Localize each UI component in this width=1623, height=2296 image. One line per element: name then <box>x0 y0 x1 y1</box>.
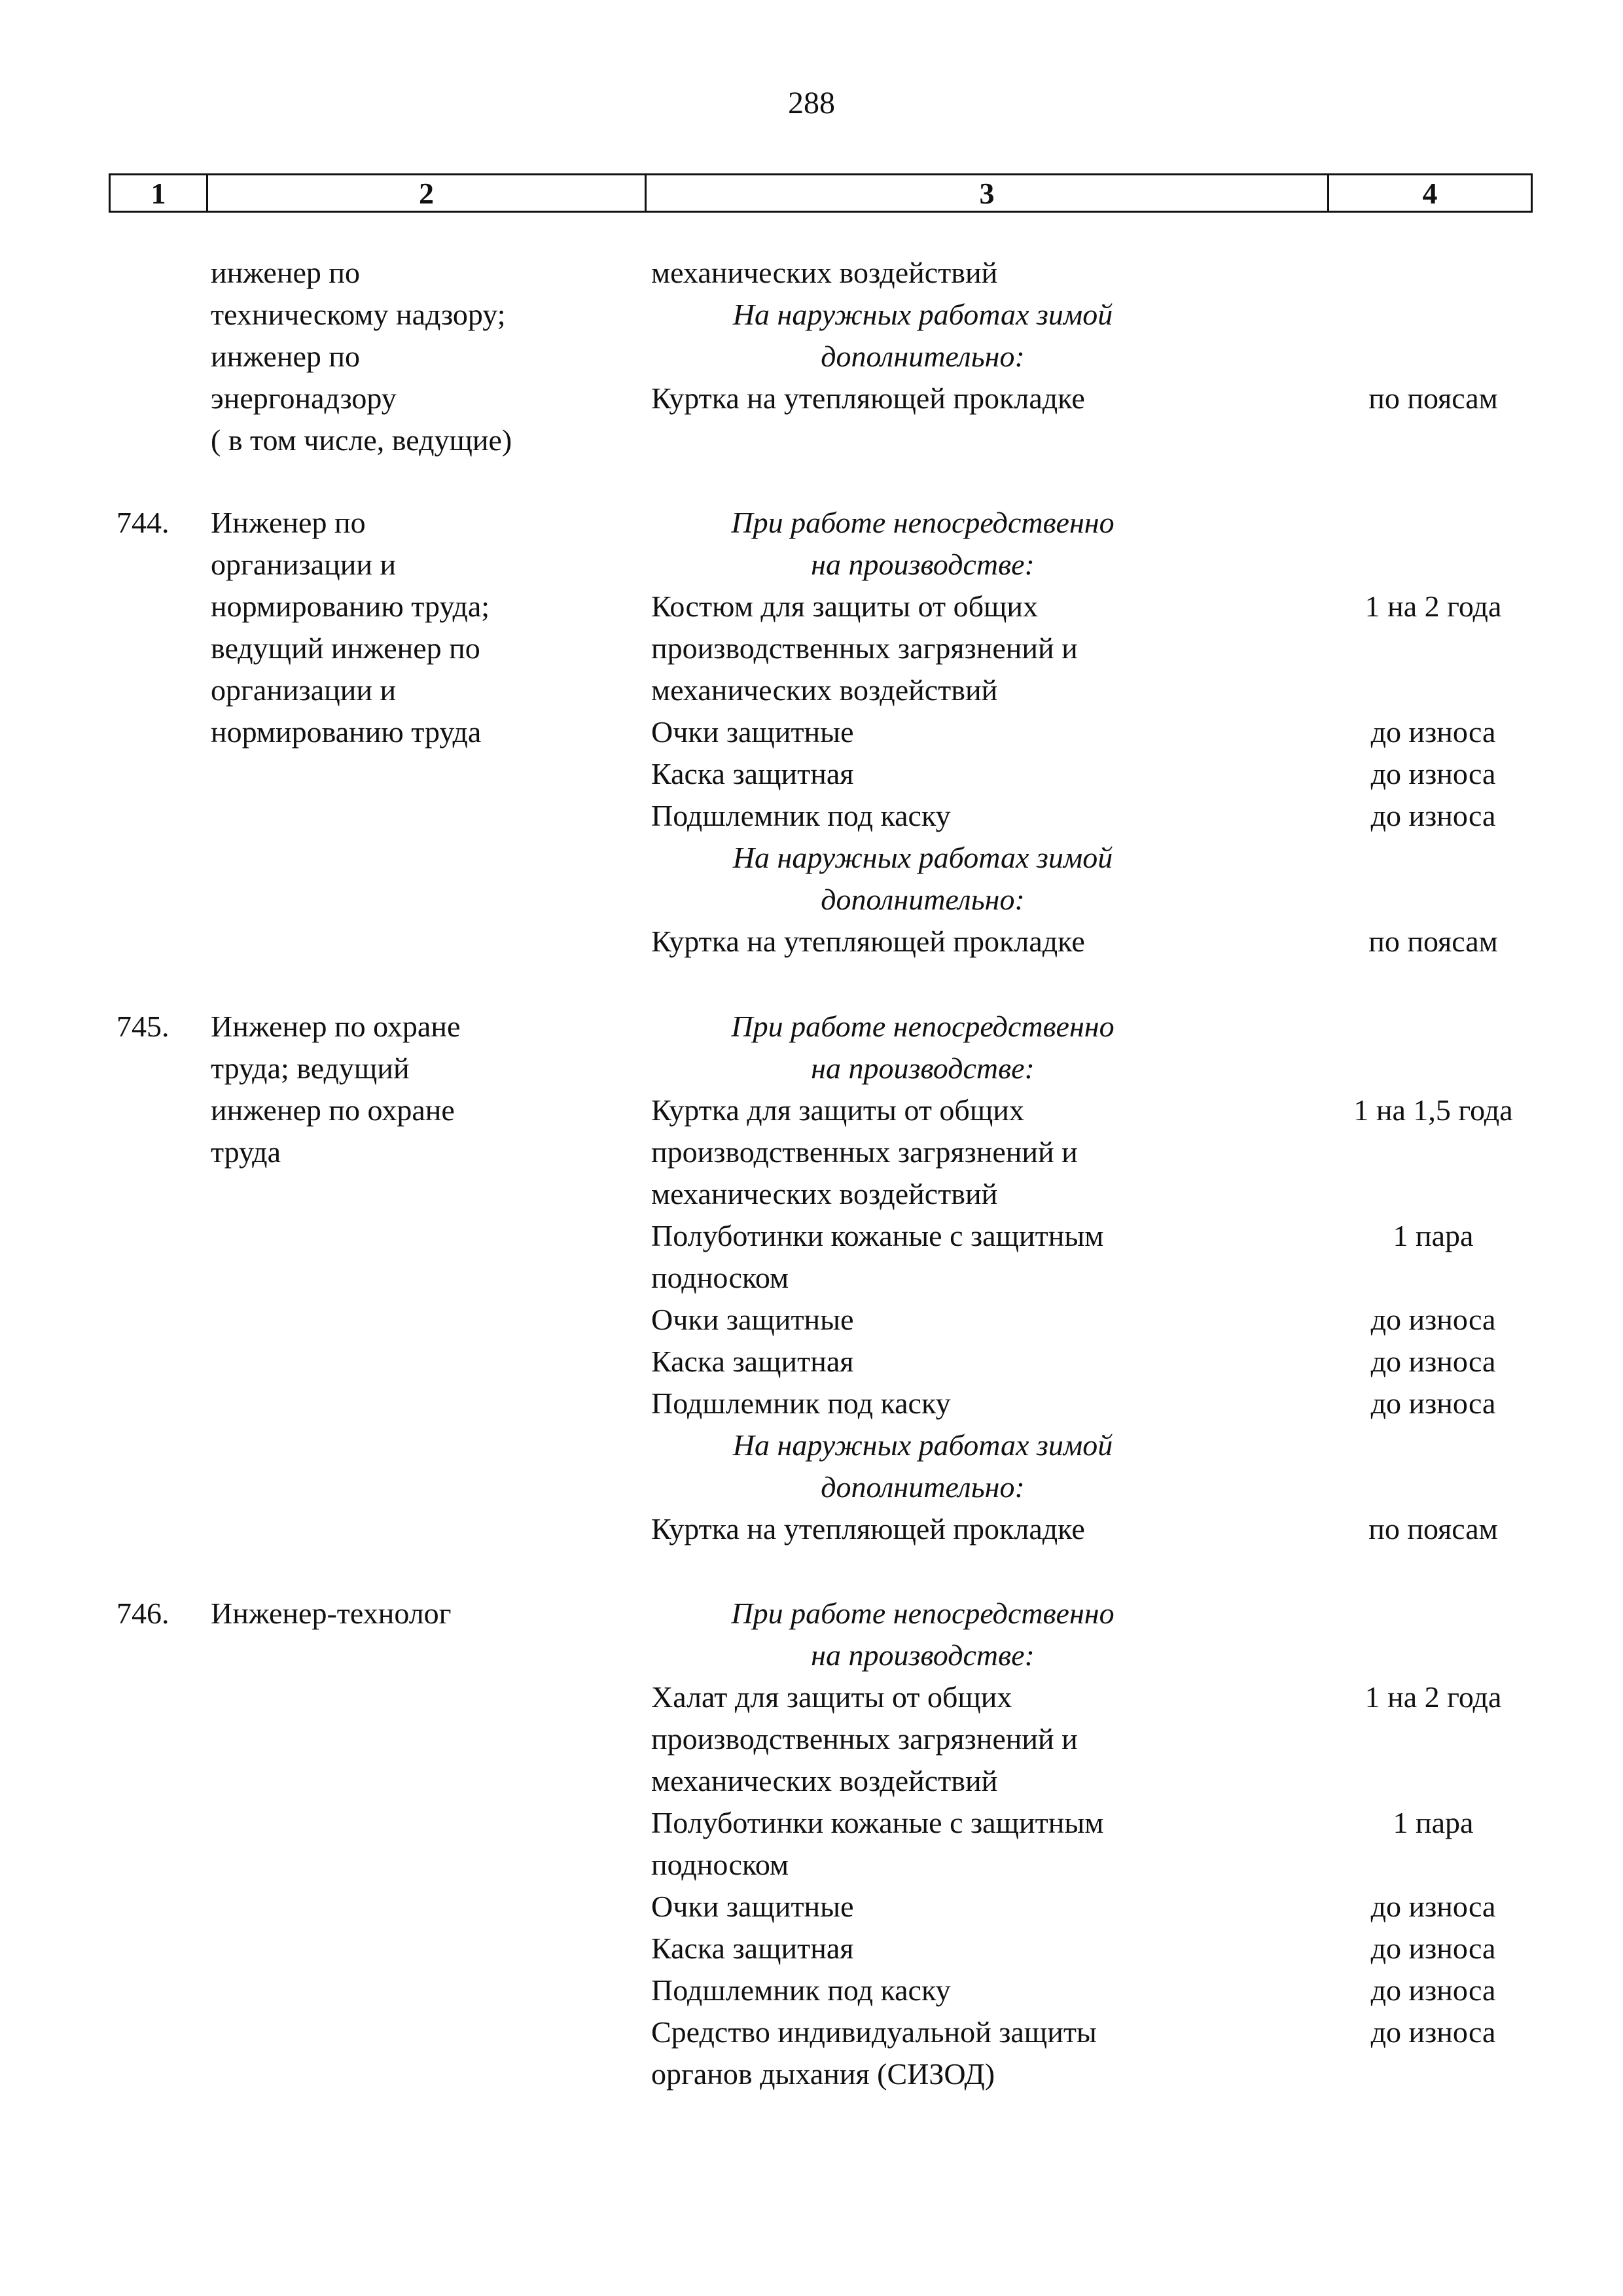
ppe-list <box>0 1593 1623 2095</box>
condition-text: На наружных работах зимой <box>732 1428 1113 1462</box>
condition-line <box>0 294 1623 336</box>
condition-line <box>0 1593 1623 1634</box>
condition-line <box>0 1006 1623 1048</box>
ppe-item-name: Куртка на утепляющей прокладке <box>651 925 1085 958</box>
ppe-item <box>0 1173 1623 1215</box>
ppe-item <box>0 2011 1623 2053</box>
ppe-item <box>0 1844 1623 1886</box>
condition-line <box>0 336 1623 378</box>
ppe-item <box>0 1299 1623 1341</box>
ppe-item <box>0 1718 1623 1760</box>
row-number: 744. <box>116 506 169 539</box>
ppe-item-name: Очки защитные <box>651 1890 854 1923</box>
wear-norm: 1 на 1,5 года <box>1353 1093 1513 1127</box>
wear-norm: до износа <box>1370 1345 1496 1378</box>
condition-text: При работе непосредственно <box>731 1597 1115 1630</box>
ppe-item-name: Куртка на утепляющей прокладке <box>651 381 1085 415</box>
position-line: ведущий инженер по <box>211 631 480 665</box>
condition-text: дополнительно: <box>821 1470 1025 1504</box>
position-line: труда; ведущий <box>211 1051 410 1085</box>
ppe-item <box>0 378 1623 419</box>
ppe-item-name: Очки защитные <box>651 1303 854 1336</box>
wear-norm: до износа <box>1370 1932 1496 1965</box>
condition-text: дополнительно: <box>821 340 1025 373</box>
wear-norm: до износа <box>1370 1973 1496 2007</box>
ppe-item-name: Подшлемник под каску <box>651 799 951 832</box>
ppe-item-name: Халат для защиты от общих <box>651 1680 1012 1714</box>
position-line: Инженер-технолог <box>211 1597 452 1630</box>
wear-norm: до износа <box>1370 1303 1496 1336</box>
wear-norm: 1 пара <box>1393 1219 1474 1252</box>
ppe-item <box>0 921 1623 963</box>
condition-text: При работе непосредственно <box>731 1010 1115 1043</box>
ppe-list <box>0 502 1623 963</box>
ppe-item-name: производственных загрязнений и <box>651 631 1078 665</box>
condition-line <box>0 1424 1623 1466</box>
condition-line <box>0 1048 1623 1089</box>
ppe-item <box>0 711 1623 753</box>
condition-text: на производстве: <box>811 548 1035 581</box>
wear-norm: 1 пара <box>1393 1806 1474 1839</box>
ppe-item-name: Средство индивидуальной защиты <box>651 2015 1097 2049</box>
wear-norm: до износа <box>1370 799 1496 832</box>
ppe-item <box>0 1969 1623 2011</box>
position-line: организации и <box>211 673 397 707</box>
position-line: Инженер по <box>211 506 366 539</box>
ppe-item <box>0 252 1623 294</box>
ppe-item <box>0 1383 1623 1424</box>
ppe-item-name: Полуботинки кожаные с защитным <box>651 1219 1104 1252</box>
condition-line <box>0 1634 1623 1676</box>
position-line: Инженер по охране <box>211 1010 461 1043</box>
wear-norm: до износа <box>1370 1386 1496 1420</box>
wear-norm: по поясам <box>1368 1512 1498 1545</box>
position-line: нормированию труда; <box>211 590 490 623</box>
row-number: 746. <box>116 1597 169 1630</box>
condition-text: на производстве: <box>811 1051 1035 1085</box>
condition-line <box>0 879 1623 921</box>
page-number: 288 <box>788 86 835 120</box>
ppe-item-name: механических воздействий <box>651 673 998 707</box>
ppe-item <box>0 1341 1623 1383</box>
condition-line <box>0 837 1623 879</box>
ppe-item-name: Подшлемник под каску <box>651 1973 951 2007</box>
ppe-item <box>0 1886 1623 1928</box>
ppe-item <box>0 753 1623 795</box>
condition-text: При работе непосредственно <box>731 506 1115 539</box>
row-number: 745. <box>116 1010 169 1043</box>
condition-text: дополнительно: <box>821 883 1025 916</box>
ppe-item-name: органов дыхания (СИЗОД) <box>651 2057 995 2091</box>
ppe-item <box>0 1676 1623 1718</box>
ppe-item-name: Костюм для защиты от общих <box>651 590 1039 623</box>
position-line: инженер по <box>211 256 360 289</box>
condition-text: на производстве: <box>811 1638 1035 1672</box>
position-line: инженер по <box>211 340 360 373</box>
position-line: инженер по охране <box>211 1093 455 1127</box>
header-col-2: 2 <box>208 175 647 211</box>
header-col-1: 1 <box>111 175 208 211</box>
wear-norm: до износа <box>1370 2015 1496 2049</box>
wear-norm: по поясам <box>1368 381 1498 415</box>
ppe-item <box>0 627 1623 669</box>
ppe-list <box>0 252 1623 419</box>
ppe-item-name: подноском <box>651 1261 789 1294</box>
header-col-3: 3 <box>647 175 1329 211</box>
ppe-item-name: подноском <box>651 1848 789 1881</box>
ppe-item-name: Каска защитная <box>651 1345 854 1378</box>
wear-norm: до износа <box>1370 757 1496 790</box>
ppe-item-name: Очки защитные <box>651 715 854 749</box>
condition-text: На наружных работах зимой <box>732 841 1113 874</box>
ppe-item-name: Куртка на утепляющей прокладке <box>651 1512 1085 1545</box>
ppe-item-name: Каска защитная <box>651 1932 854 1965</box>
ppe-item-name: механических воздействий <box>651 1177 998 1210</box>
wear-norm: до износа <box>1370 1890 1496 1923</box>
position-line: нормированию труда <box>211 715 482 749</box>
wear-norm: до износа <box>1370 715 1496 749</box>
ppe-item-name: механических воздействий <box>651 1764 998 1797</box>
position-line: техническому надзору; <box>211 298 506 331</box>
ppe-item-name: производственных загрязнений и <box>651 1722 1078 1756</box>
condition-text: На наружных работах зимой <box>732 298 1113 331</box>
ppe-item-name: Подшлемник под каску <box>651 1386 951 1420</box>
condition-line <box>0 544 1623 586</box>
ppe-item <box>0 1215 1623 1257</box>
ppe-item <box>0 1131 1623 1173</box>
ppe-item <box>0 1802 1623 1844</box>
ppe-item <box>0 1928 1623 1969</box>
ppe-list <box>0 1006 1623 1550</box>
position-line: энергонадзору <box>211 381 397 415</box>
condition-line <box>0 1466 1623 1508</box>
ppe-item-name: производственных загрязнений и <box>651 1135 1078 1169</box>
position-line: труда <box>211 1135 281 1169</box>
ppe-item <box>0 1089 1623 1131</box>
ppe-item-name: Полуботинки кожаные с защитным <box>651 1806 1104 1839</box>
ppe-item <box>0 2053 1623 2095</box>
condition-line <box>0 502 1623 544</box>
ppe-item <box>0 1508 1623 1550</box>
wear-norm: по поясам <box>1368 925 1498 958</box>
ppe-item <box>0 586 1623 627</box>
ppe-item <box>0 1760 1623 1802</box>
ppe-item <box>0 669 1623 711</box>
position-line: ( в том числе, ведущие) <box>211 423 512 457</box>
ppe-item <box>0 795 1623 837</box>
header-col-4: 4 <box>1422 176 1438 210</box>
ppe-item-name: Каска защитная <box>651 757 854 790</box>
ppe-item <box>0 1257 1623 1299</box>
wear-norm: 1 на 2 года <box>1364 1680 1502 1714</box>
ppe-item-name: механических воздействий <box>651 256 998 289</box>
ppe-item-name: Куртка для защиты от общих <box>651 1093 1024 1127</box>
position-line: организации и <box>211 548 397 581</box>
wear-norm: 1 на 2 года <box>1364 590 1502 623</box>
